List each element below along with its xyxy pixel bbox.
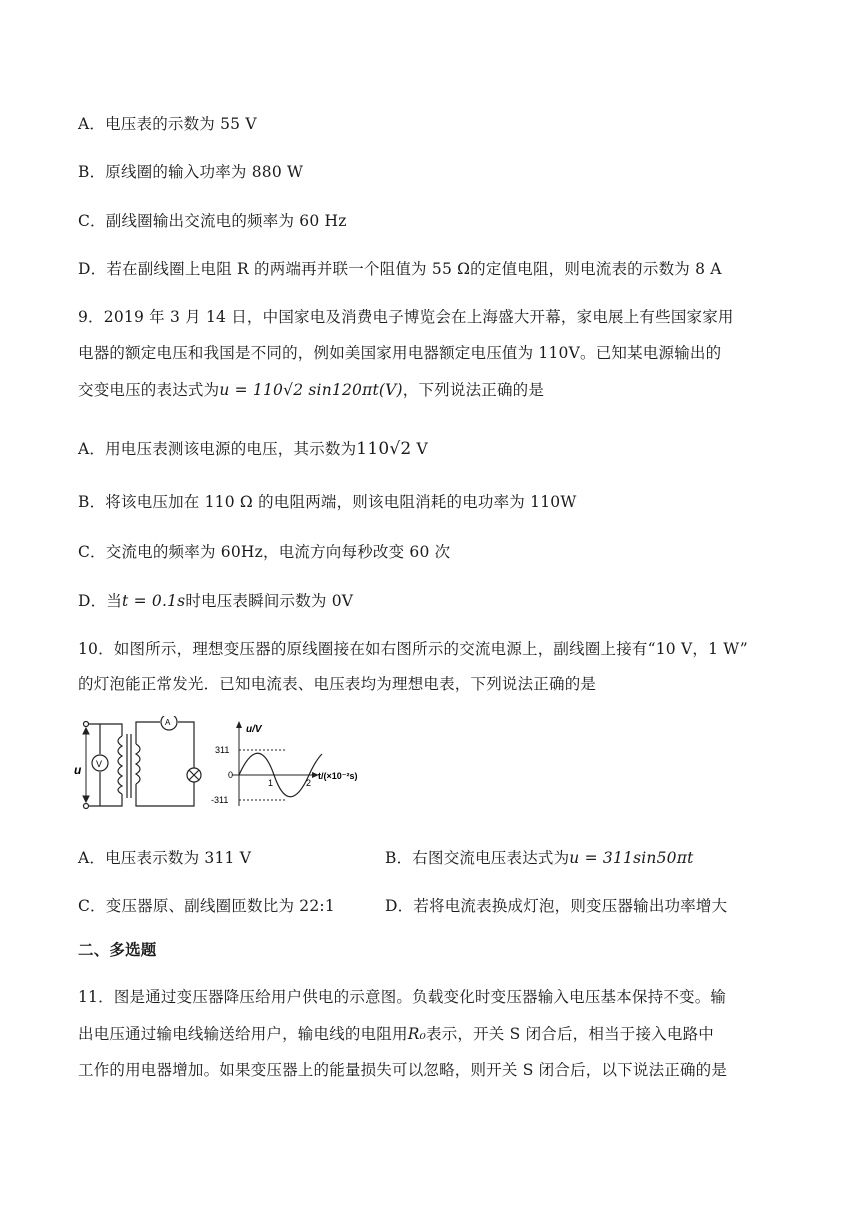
q10-option-b (385, 846, 694, 868)
secondary-loop (136, 722, 194, 806)
q11-stem-line3: 工作的用电器增加。如果变压器上的能量损失可以忽略，则开关 S 闭合后，以下说法正确的是 (78, 1061, 728, 1079)
q10-figure-svg (72, 716, 382, 816)
q8-option-a: A．电压表的示数为 55 V (78, 115, 257, 133)
q9-option-a-text: A．用电压表测该电源的电压，其示数为 (78, 440, 357, 458)
input-arrow-head-up (83, 728, 89, 734)
lamp-cross (189, 770, 199, 780)
q10-option-d: D．若将电流表换成灯泡，则变压器输出功率增大 (385, 897, 728, 915)
primary-wire-top (88, 724, 122, 736)
q9-option-c: C．交流电的频率为 60Hz，电流方向每秒改变 60 次 (78, 543, 451, 561)
q11-stem-line1: 11．图是通过变压器降压给用户供电的示意图。负载变化时变压器输入电压基本保持不变。输 (78, 988, 727, 1006)
q10-option-c: C．变压器原、副线圈匝数比为 22:1 (78, 897, 335, 915)
section-title-multiple-choice: 二、多选题 (78, 940, 157, 959)
q9-option-d (78, 589, 353, 611)
q10-stem-line2: 的灯泡能正常发光．已知电流表、电压表均为理想电表，下列说法正确的是 (78, 675, 597, 693)
q8-option-d: D．若在副线圈上电阻 R 的两端再并联一个阻值为 55 Ω的定值电阻，则电流表的示数为 8 A (78, 260, 722, 278)
q9-option-d-suffix: 时电压表瞬间示数为 0V (185, 592, 354, 610)
q9-stem-line2: 电器的额定电压和我国是不同的，例如美国家用电器额定电压值为 110V。已知某电源输出的 (78, 344, 722, 362)
primary-coil (118, 736, 122, 794)
graph-x-tick-2: 2 (306, 778, 312, 788)
q8-option-c: C．副线圈输出交流电的频率为 60 Hz (78, 212, 347, 230)
ammeter-label: A (165, 718, 171, 727)
q9-stem-line1: 9．2019 年 3 月 14 日，中国家电及消费电子博览会在上海盛大开幕，家电展上有些国家家用 (78, 308, 734, 326)
q9-option-b: B．将该电压加在 110 Ω 的电阻两端，则该电阻消耗的电功率为 110W (78, 493, 577, 511)
q11-stem-line2-prefix: 出电压通过输电线输送给用户，输电线的电阻用 (78, 1025, 408, 1043)
primary-wire-bottom (88, 794, 122, 806)
q9-formula: u = 110√2 sin120πt(V) (219, 381, 403, 399)
input-arrow-head-down (83, 796, 89, 802)
q11-r0-symbol: R₀ (407, 1025, 426, 1043)
input-u-label: u (74, 763, 82, 777)
q10-option-a: A．电压表示数为 311 V (78, 849, 252, 867)
graph-y-label: u/V (246, 724, 262, 735)
voltmeter-label: V (96, 759, 103, 769)
graph-y-arrow (236, 721, 242, 728)
q11-stem-line2-suffix: 表示，开关 S 闭合后，相当于接入电路中 (426, 1025, 714, 1043)
q9-option-a-value: 110√2 (356, 439, 412, 459)
q9-option-a (78, 437, 428, 459)
graph-y-min: -311 (211, 795, 229, 805)
input-terminal-bottom (84, 804, 89, 809)
q9-stem-prefix: 交变电压的表达式为 (78, 381, 220, 399)
q9-option-d-formula: t = 0.1s (122, 592, 186, 610)
secondary-coil (136, 744, 140, 784)
q8-option-b: B．原线圈的输入功率为 880 W (78, 163, 304, 181)
q9-option-d-prefix: D．当 (78, 592, 123, 610)
q11-stem-line2 (78, 1022, 714, 1044)
graph-x-tick-1: 1 (268, 778, 274, 788)
input-terminal-top (84, 722, 89, 727)
q9-option-a-unit: V (411, 440, 428, 458)
q9-stem-suffix: ，下列说法正确的是 (402, 381, 545, 399)
q10-option-b-formula: u = 311sin50πt (569, 849, 694, 867)
q9-stem-line3 (78, 378, 544, 400)
q10-option-b-text: B．右图交流电压表达式为 (385, 849, 570, 867)
q10-figure (72, 716, 382, 820)
graph-y-zero: 0 (228, 770, 234, 780)
graph-y-max: 311 (215, 745, 230, 755)
graph-x-label: t/(×10⁻²s) (318, 771, 358, 781)
q10-stem-line1: 10．如图所示，理想变压器的原线圈接在如右图所示的交流电源上，副线圈上接有“10 V，1 W” (78, 640, 748, 658)
